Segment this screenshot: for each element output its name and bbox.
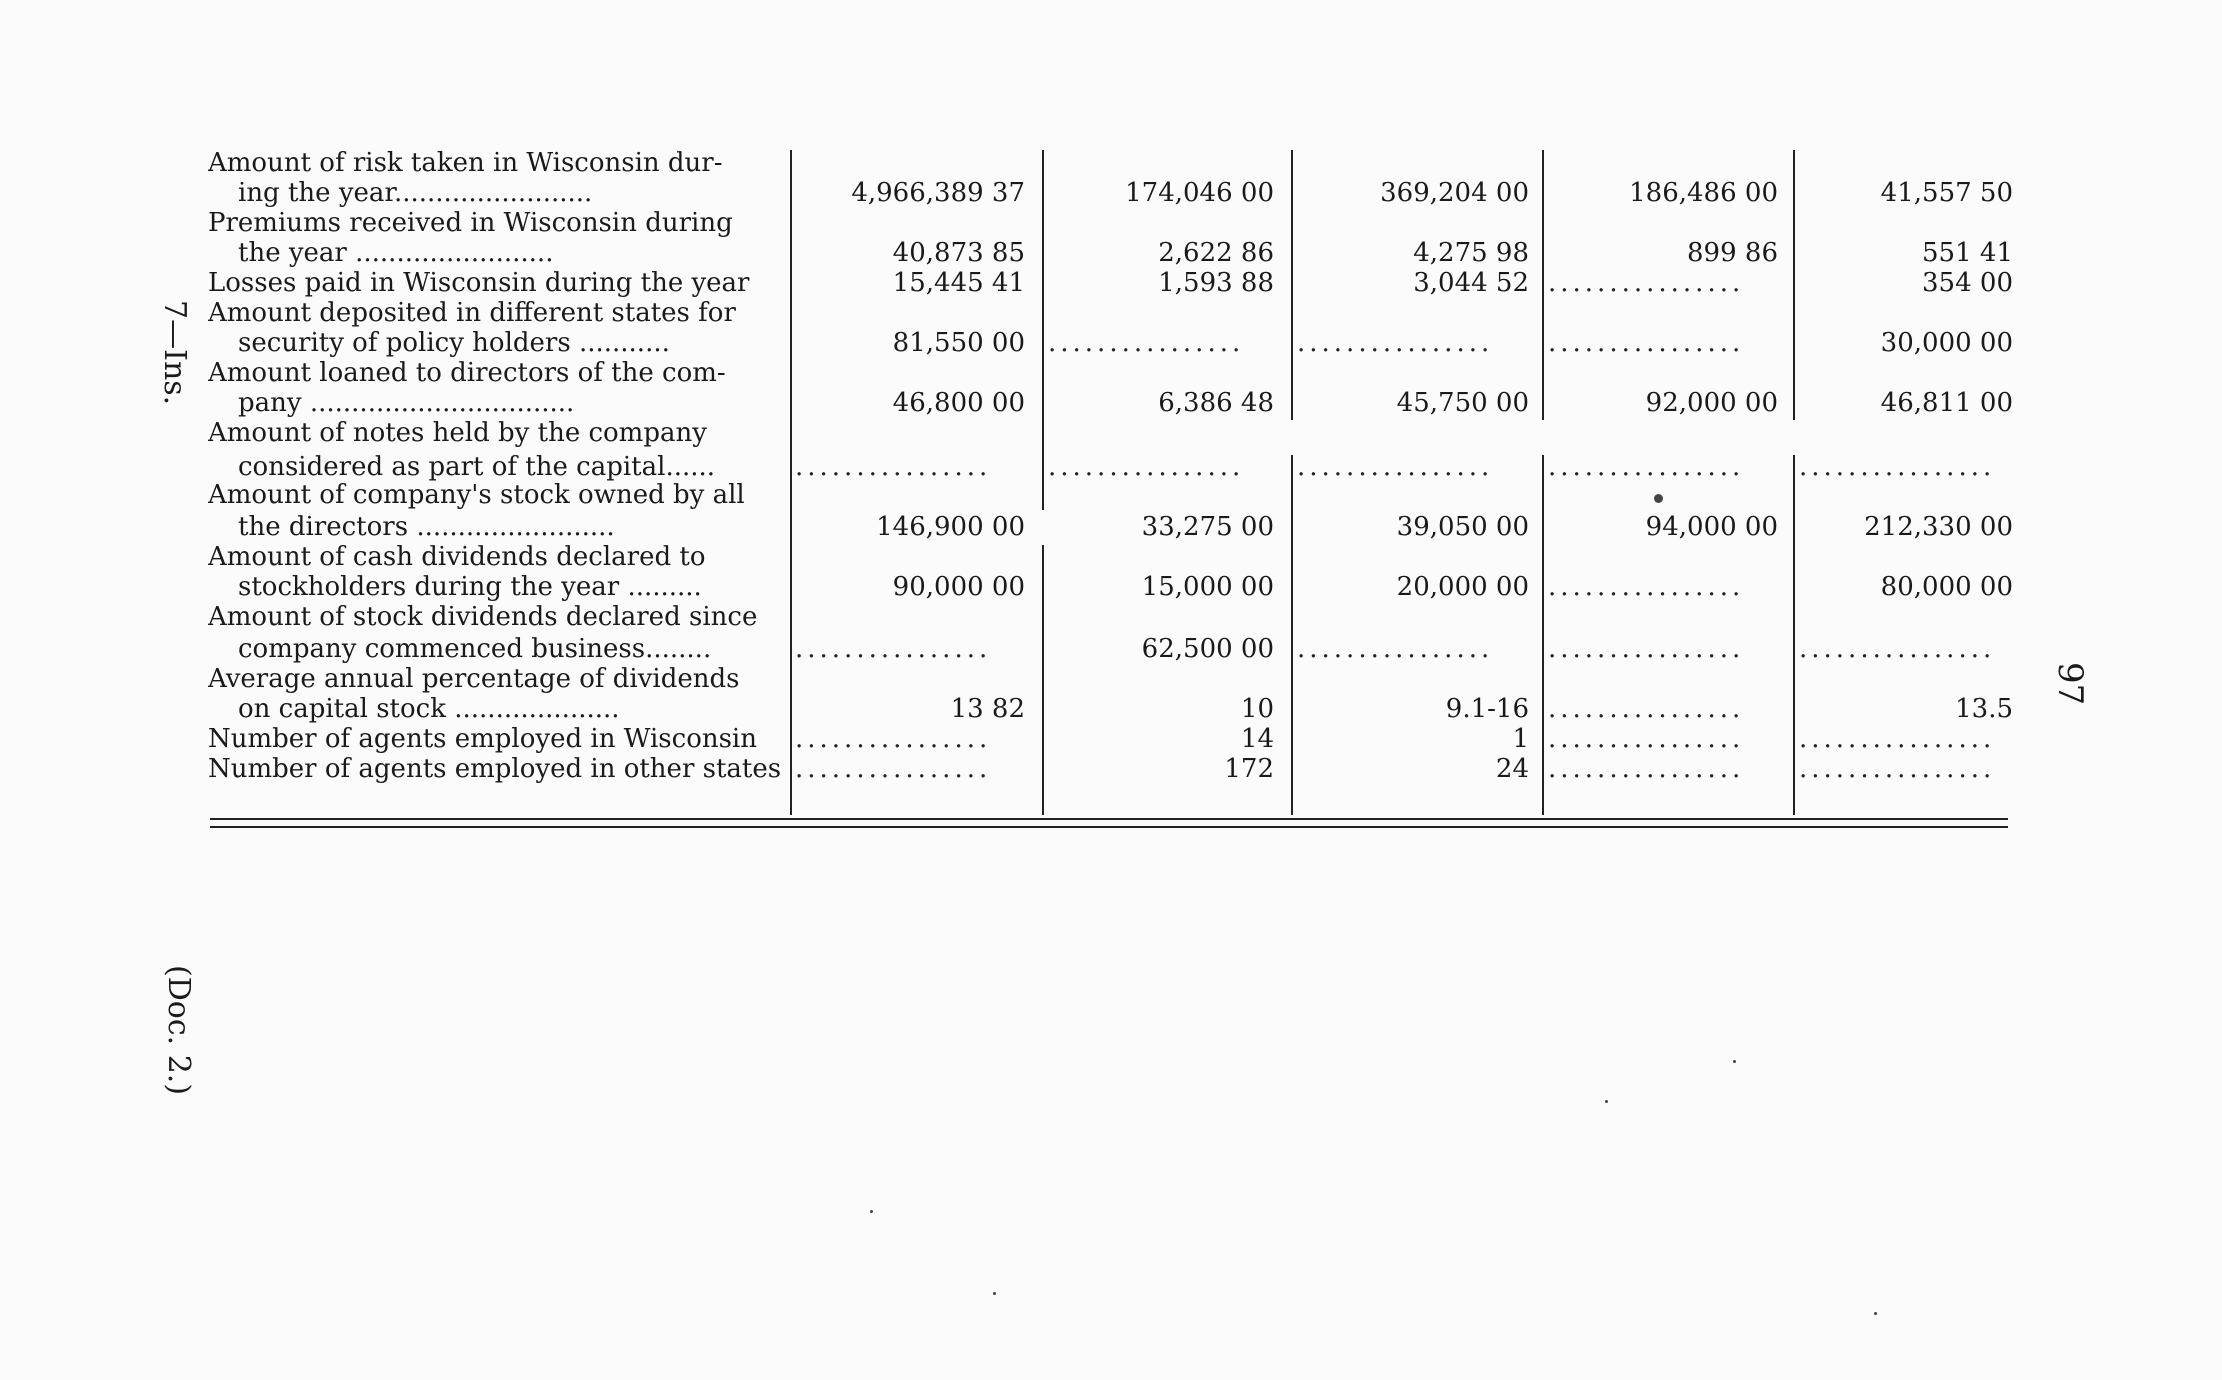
- row-label: Amount loaned to directors of the com-: [208, 358, 726, 388]
- column-rule: [1542, 150, 1544, 420]
- table-cell: 174,046 00: [1125, 178, 1274, 208]
- column-rule: [1793, 455, 1795, 815]
- table-row: [0, 178, 2222, 208]
- table-row: [0, 298, 2222, 328]
- row-label: the year ........................: [238, 238, 554, 268]
- row-label: Number of agents employed in other states: [208, 754, 782, 784]
- table-cell: 172: [1224, 754, 1274, 784]
- table-cell: 81,550 00: [892, 328, 1025, 358]
- table-cell: ................: [1548, 572, 1745, 602]
- table-cell: 4,966,389 37: [851, 178, 1025, 208]
- table-cell: 80,000 00: [1880, 572, 2013, 602]
- table-row: [0, 724, 2222, 754]
- row-label: Premiums received in Wisconsin during: [208, 208, 733, 238]
- row-label: Average annual percentage of dividends: [208, 664, 740, 694]
- row-label: Amount of company's stock owned by all: [208, 480, 745, 510]
- table-cell: ................: [1799, 724, 1996, 754]
- row-label: Losses paid in Wisconsin during the year: [208, 268, 750, 298]
- table-cell: 186,486 00: [1629, 178, 1778, 208]
- table-cell: 369,204 00: [1380, 178, 1529, 208]
- table-cell: 62,500 00: [1141, 634, 1274, 664]
- table-bottom-rule: [210, 818, 2008, 820]
- table-cell: 1: [1512, 724, 1529, 754]
- column-rule: [1291, 150, 1293, 420]
- table-cell: ................: [1548, 268, 1745, 298]
- column-rule: [1793, 150, 1795, 420]
- table-row: [0, 208, 2222, 238]
- table-cell: 354 00: [1922, 268, 2013, 298]
- table-row: [0, 268, 2222, 298]
- table-row: [0, 512, 2222, 542]
- table-cell: 14: [1240, 724, 1274, 754]
- table-cell: 4,275 98: [1413, 238, 1529, 268]
- table-cell: 899 86: [1687, 238, 1778, 268]
- table-cell: 39,050 00: [1396, 512, 1529, 542]
- table-cell: ................: [1548, 724, 1745, 754]
- table-cell: ................: [1548, 328, 1745, 358]
- column-rule: [1291, 455, 1293, 815]
- table-cell: 90,000 00: [892, 572, 1025, 602]
- table-row: [0, 238, 2222, 268]
- table-cell: ................: [1799, 452, 1996, 482]
- table-cell: ................: [795, 754, 992, 784]
- table-cell: ................: [795, 634, 992, 664]
- table-cell: 33,275 00: [1141, 512, 1274, 542]
- row-label: pany ................................: [238, 388, 575, 418]
- row-label: company commenced business........: [238, 634, 712, 664]
- table-cell: ................: [1548, 694, 1745, 724]
- row-label: Amount deposited in different states for: [208, 298, 736, 328]
- table-cell: ................: [1297, 452, 1494, 482]
- table-cell: 46,800 00: [892, 388, 1025, 418]
- row-label: Amount of notes held by the company: [208, 418, 707, 448]
- scan-speck: [870, 1210, 873, 1213]
- row-label: Number of agents employed in Wisconsin: [208, 724, 757, 754]
- row-label: security of policy holders ...........: [238, 328, 670, 358]
- table-cell: 94,000 00: [1645, 512, 1778, 542]
- row-label: Amount of risk taken in Wisconsin dur-: [208, 148, 723, 178]
- table-cell: 45,750 00: [1396, 388, 1529, 418]
- doc-reference: (Doc. 2.): [161, 965, 196, 1096]
- table-row: [0, 148, 2222, 178]
- table-cell: ................: [1799, 754, 1996, 784]
- row-label: stockholders during the year .........: [238, 572, 702, 602]
- table-cell: 20,000 00: [1396, 572, 1529, 602]
- table-row: [0, 572, 2222, 602]
- table-cell: ................: [1548, 634, 1745, 664]
- table-cell: 15,445 41: [892, 268, 1025, 298]
- table-cell: 15,000 00: [1141, 572, 1274, 602]
- row-label: considered as part of the capital......: [238, 452, 716, 482]
- table-cell: ................: [795, 724, 992, 754]
- table-cell: 10: [1240, 694, 1274, 724]
- table-row: [0, 452, 2222, 482]
- row-label: the directors ........................: [238, 512, 615, 542]
- table-cell: ................: [1297, 634, 1494, 664]
- table-bottom-rule: [210, 826, 2008, 828]
- scan-speck: [1733, 1060, 1736, 1063]
- table-row: [0, 754, 2222, 784]
- scan-speck: [1654, 494, 1663, 503]
- table-cell: 9.1-16: [1445, 694, 1529, 724]
- table-row: [0, 358, 2222, 388]
- page-number: 97: [2050, 662, 2090, 706]
- table-cell: ................: [1048, 328, 1245, 358]
- table-cell: 1,593 88: [1158, 268, 1274, 298]
- table-row: [0, 418, 2222, 448]
- table-cell: 13.5: [1955, 694, 2013, 724]
- row-label: Amount of cash dividends declared to: [208, 542, 706, 572]
- row-label: on capital stock ....................: [238, 694, 620, 724]
- table-cell: 13 82: [950, 694, 1025, 724]
- table-cell: 6,386 48: [1158, 388, 1274, 418]
- table-row: [0, 328, 2222, 358]
- table-row: [0, 602, 2222, 632]
- table-row: [0, 542, 2222, 572]
- scan-speck: [1874, 1312, 1877, 1315]
- table-row: [0, 664, 2222, 694]
- table-cell: 212,330 00: [1864, 512, 2013, 542]
- table-cell: ................: [1799, 634, 1996, 664]
- table-cell: 146,900 00: [876, 512, 1025, 542]
- table-cell: 46,811 00: [1880, 388, 2013, 418]
- table-row: [0, 694, 2222, 724]
- table-cell: 3,044 52: [1413, 268, 1529, 298]
- column-rule: [1542, 455, 1544, 815]
- table-cell: 30,000 00: [1880, 328, 2013, 358]
- column-rule: [1042, 150, 1044, 510]
- column-rule: [1042, 545, 1044, 815]
- scan-speck: [993, 1292, 996, 1295]
- table-cell: ................: [1048, 452, 1245, 482]
- table-cell: 92,000 00: [1645, 388, 1778, 418]
- row-label: Amount of stock dividends declared since: [208, 602, 758, 632]
- table-row: [0, 634, 2222, 664]
- table-cell: 40,873 85: [892, 238, 1025, 268]
- table-cell: 551 41: [1922, 238, 2013, 268]
- table-row: [0, 388, 2222, 418]
- column-rule: [790, 150, 792, 815]
- table-cell: ................: [795, 452, 992, 482]
- section-mark: 7—Ins.: [157, 300, 192, 406]
- table-cell: 24: [1495, 754, 1529, 784]
- table-cell: 41,557 50: [1880, 178, 2013, 208]
- row-label: ing the year........................: [238, 178, 593, 208]
- table-cell: ................: [1548, 754, 1745, 784]
- table-row: [0, 480, 2222, 510]
- scan-speck: [1605, 1100, 1608, 1103]
- table-cell: ................: [1548, 452, 1745, 482]
- table-cell: ................: [1297, 328, 1494, 358]
- table-cell: 2,622 86: [1158, 238, 1274, 268]
